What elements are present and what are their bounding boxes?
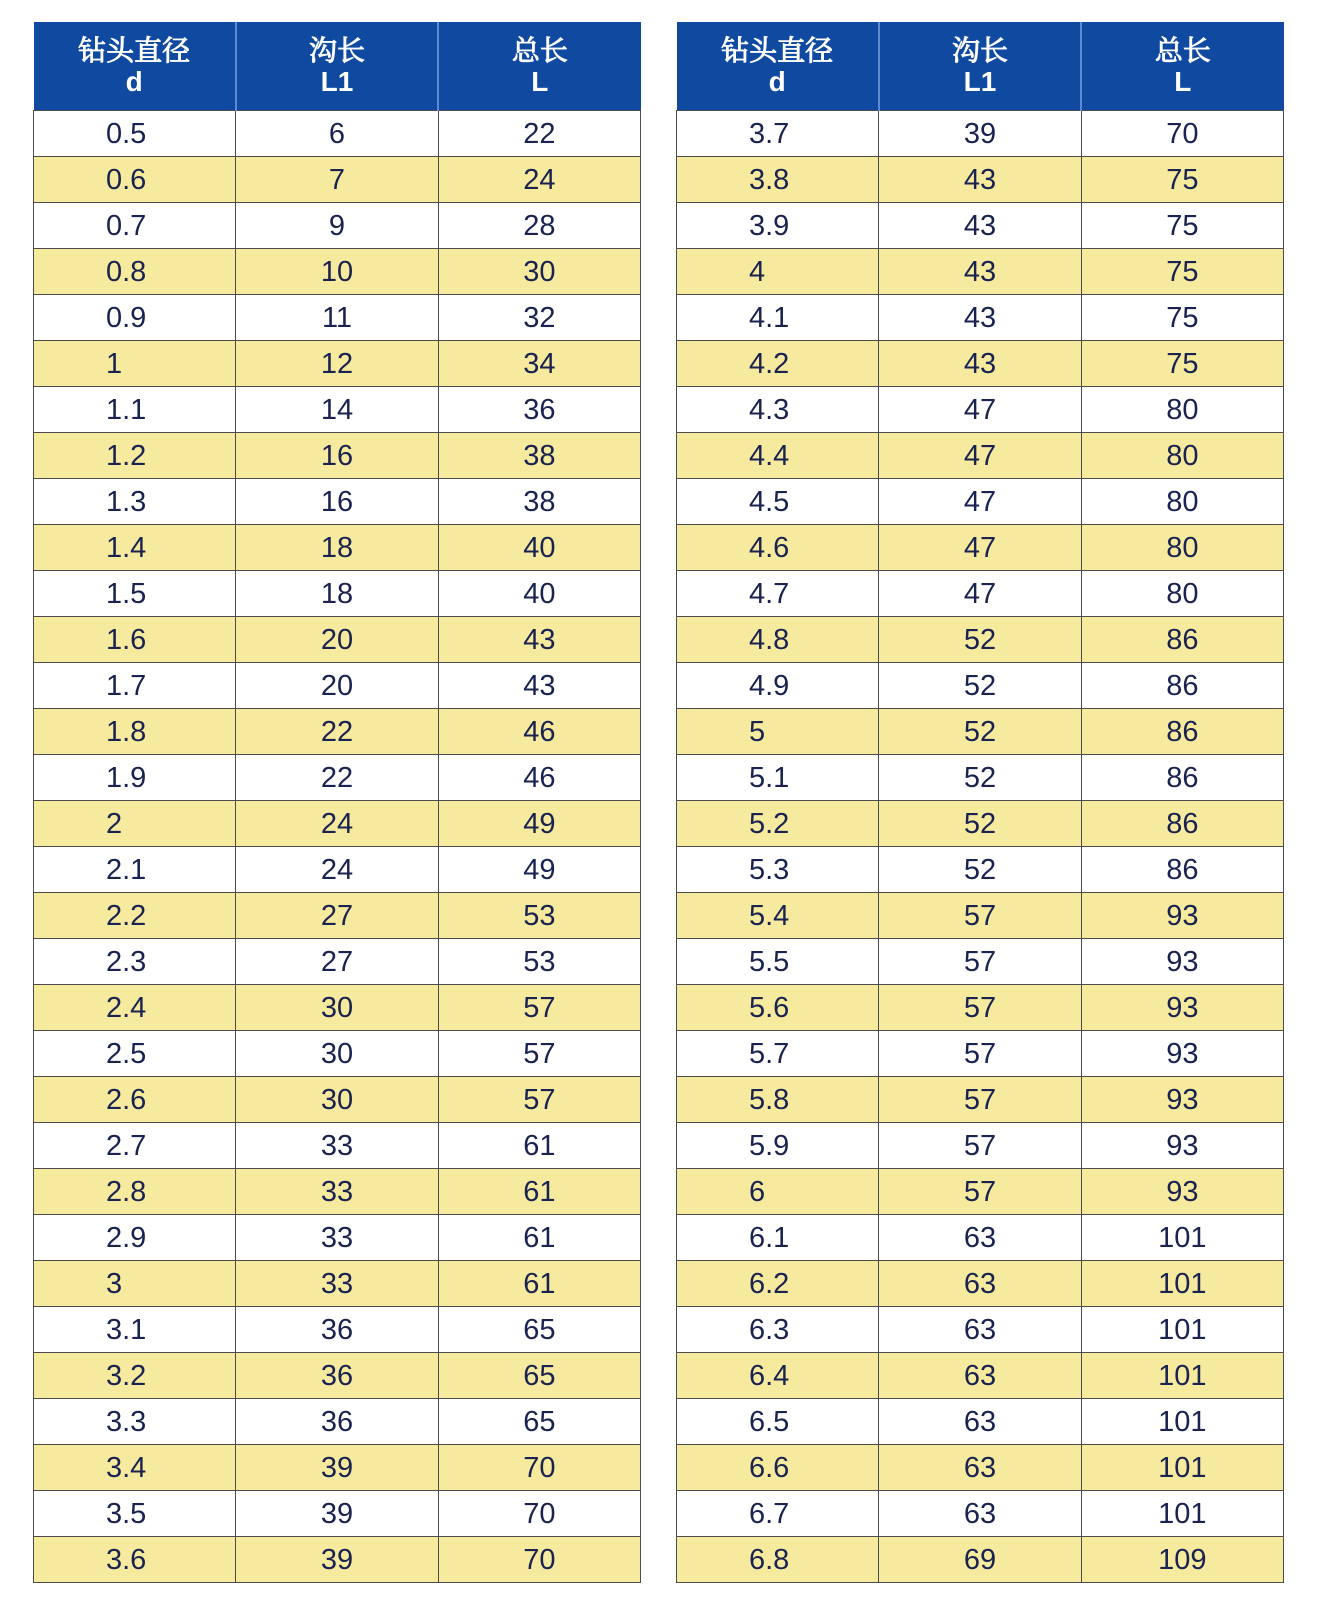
table-row — [677, 479, 1284, 525]
total-length-cell: 109 — [1081, 1537, 1283, 1583]
diameter-cell: 6 — [677, 1169, 879, 1215]
table-row — [34, 433, 641, 479]
total-length-cell: 101 — [1081, 1307, 1283, 1353]
total-length-cell: 61 — [438, 1169, 640, 1215]
total-length-cell: 53 — [438, 893, 640, 939]
table-row — [34, 203, 641, 249]
diameter-cell: 2.5 — [34, 1031, 236, 1077]
table-row — [34, 939, 641, 985]
table-row — [34, 1491, 641, 1537]
total-length-cell: 49 — [438, 847, 640, 893]
table-row — [34, 249, 641, 295]
table-row — [34, 801, 641, 847]
table-header-row — [34, 22, 641, 111]
total-length-cell: 93 — [1081, 1077, 1283, 1123]
diameter-cell: 2.9 — [34, 1215, 236, 1261]
table-row — [34, 755, 641, 801]
table-row — [677, 295, 1284, 341]
header-total-length-symbol: L — [531, 66, 549, 97]
flute-length-cell: 33 — [236, 1215, 438, 1261]
total-length-cell: 70 — [438, 1491, 640, 1537]
total-length-cell: 75 — [1081, 157, 1283, 203]
diameter-cell: 1.2 — [34, 433, 236, 479]
flute-length-cell: 30 — [236, 1031, 438, 1077]
flute-length-cell: 33 — [236, 1261, 438, 1307]
flute-length-cell: 36 — [236, 1399, 438, 1445]
flute-length-cell: 6 — [236, 111, 438, 157]
diameter-cell: 3 — [34, 1261, 236, 1307]
flute-length-cell: 16 — [236, 479, 438, 525]
table-row — [677, 1261, 1284, 1307]
total-length-cell: 86 — [1081, 709, 1283, 755]
total-length-cell: 93 — [1081, 1123, 1283, 1169]
flute-length-cell: 43 — [879, 203, 1081, 249]
column-header-total-length — [1081, 22, 1283, 111]
total-length-cell: 80 — [1081, 571, 1283, 617]
header-diameter-symbol: d — [125, 66, 143, 97]
flute-length-cell: 33 — [236, 1169, 438, 1215]
flute-length-cell: 27 — [236, 893, 438, 939]
total-length-cell: 86 — [1081, 663, 1283, 709]
table-row — [34, 617, 641, 663]
flute-length-cell: 18 — [236, 525, 438, 571]
flute-length-cell: 27 — [236, 939, 438, 985]
flute-length-cell: 63 — [879, 1215, 1081, 1261]
total-length-cell: 70 — [438, 1537, 640, 1583]
flute-length-cell: 57 — [879, 985, 1081, 1031]
diameter-cell: 3.9 — [677, 203, 879, 249]
flute-length-cell: 52 — [879, 847, 1081, 893]
diameter-cell: 4 — [677, 249, 879, 295]
flute-length-cell: 63 — [879, 1353, 1081, 1399]
total-length-cell: 34 — [438, 341, 640, 387]
diameter-cell: 5.1 — [677, 755, 879, 801]
flute-length-cell: 24 — [236, 801, 438, 847]
total-length-cell: 101 — [1081, 1491, 1283, 1537]
diameter-cell: 3.6 — [34, 1537, 236, 1583]
header-flute-length-symbol: L1 — [320, 66, 354, 97]
total-length-cell: 22 — [438, 111, 640, 157]
total-length-cell: 86 — [1081, 617, 1283, 663]
table-row — [34, 1077, 641, 1123]
header-total-length-symbol: L — [1174, 66, 1192, 97]
table-row — [677, 1123, 1284, 1169]
flute-length-cell: 43 — [879, 341, 1081, 387]
table-row — [677, 203, 1284, 249]
table-row — [677, 1077, 1284, 1123]
total-length-cell: 65 — [438, 1353, 640, 1399]
diameter-cell: 3.5 — [34, 1491, 236, 1537]
table-row — [677, 1537, 1284, 1583]
diameter-cell: 6.7 — [677, 1491, 879, 1537]
flute-length-cell: 39 — [236, 1537, 438, 1583]
diameter-cell: 1.9 — [34, 755, 236, 801]
header-total-length-label: 总长 — [511, 35, 568, 66]
total-length-cell: 28 — [438, 203, 640, 249]
header-flute-length-label: 沟长 — [951, 35, 1008, 66]
table-row — [34, 1399, 641, 1445]
diameter-cell: 3.3 — [34, 1399, 236, 1445]
header-diameter-symbol: d — [768, 66, 786, 97]
diameter-cell: 1.1 — [34, 387, 236, 433]
diameter-cell: 1.6 — [34, 617, 236, 663]
total-length-cell: 93 — [1081, 985, 1283, 1031]
flute-length-cell: 14 — [236, 387, 438, 433]
total-length-cell: 70 — [438, 1445, 640, 1491]
total-length-cell: 40 — [438, 525, 640, 571]
diameter-cell: 2.3 — [34, 939, 236, 985]
diameter-cell: 3.2 — [34, 1353, 236, 1399]
table-row — [677, 249, 1284, 295]
total-length-cell: 101 — [1081, 1353, 1283, 1399]
total-length-cell: 65 — [438, 1307, 640, 1353]
table-row — [677, 341, 1284, 387]
diameter-cell: 6.8 — [677, 1537, 879, 1583]
drill-size-table-left — [33, 22, 641, 1583]
table-row — [34, 1123, 641, 1169]
total-length-cell: 93 — [1081, 939, 1283, 985]
diameter-cell: 5 — [677, 709, 879, 755]
total-length-cell: 65 — [438, 1399, 640, 1445]
flute-length-cell: 20 — [236, 617, 438, 663]
table-row — [677, 1445, 1284, 1491]
flute-length-cell: 57 — [879, 1077, 1081, 1123]
total-length-cell: 38 — [438, 433, 640, 479]
diameter-cell: 5.3 — [677, 847, 879, 893]
table-row — [677, 1353, 1284, 1399]
table-row — [677, 755, 1284, 801]
table-row — [34, 341, 641, 387]
total-length-cell: 61 — [438, 1215, 640, 1261]
diameter-cell: 6.1 — [677, 1215, 879, 1261]
table-row — [34, 157, 641, 203]
flute-length-cell: 39 — [236, 1445, 438, 1491]
table-row — [34, 479, 641, 525]
table-row — [677, 1215, 1284, 1261]
table-header-row — [677, 22, 1284, 111]
diameter-cell: 3.4 — [34, 1445, 236, 1491]
flute-length-cell: 7 — [236, 157, 438, 203]
flute-length-cell: 57 — [879, 893, 1081, 939]
diameter-cell: 2.2 — [34, 893, 236, 939]
total-length-cell: 46 — [438, 709, 640, 755]
flute-length-cell: 63 — [879, 1261, 1081, 1307]
flute-length-cell: 33 — [236, 1123, 438, 1169]
flute-length-cell: 39 — [236, 1491, 438, 1537]
flute-length-cell: 9 — [236, 203, 438, 249]
flute-length-cell: 63 — [879, 1445, 1081, 1491]
flute-length-cell: 47 — [879, 433, 1081, 479]
table-row — [34, 847, 641, 893]
diameter-cell: 4.6 — [677, 525, 879, 571]
total-length-cell: 75 — [1081, 341, 1283, 387]
total-length-cell: 93 — [1081, 1031, 1283, 1077]
diameter-cell: 4.4 — [677, 433, 879, 479]
table-row — [34, 663, 641, 709]
total-length-cell: 57 — [438, 1031, 640, 1077]
flute-length-cell: 52 — [879, 663, 1081, 709]
table-row — [34, 1215, 641, 1261]
table-row — [34, 1307, 641, 1353]
total-length-cell: 24 — [438, 157, 640, 203]
total-length-cell: 61 — [438, 1123, 640, 1169]
flute-length-cell: 69 — [879, 1537, 1081, 1583]
diameter-cell: 6.5 — [677, 1399, 879, 1445]
table-row — [34, 1353, 641, 1399]
total-length-cell: 30 — [438, 249, 640, 295]
total-length-cell: 49 — [438, 801, 640, 847]
total-length-cell: 38 — [438, 479, 640, 525]
column-header-diameter — [34, 22, 236, 111]
flute-length-cell: 22 — [236, 709, 438, 755]
diameter-cell: 6.4 — [677, 1353, 879, 1399]
total-length-cell: 75 — [1081, 203, 1283, 249]
table-row — [677, 847, 1284, 893]
total-length-cell: 101 — [1081, 1445, 1283, 1491]
diameter-cell: 0.9 — [34, 295, 236, 341]
table-row — [677, 157, 1284, 203]
diameter-cell: 6.2 — [677, 1261, 879, 1307]
table-row — [677, 709, 1284, 755]
flute-length-cell: 47 — [879, 387, 1081, 433]
flute-length-cell: 52 — [879, 755, 1081, 801]
header-total-length-label: 总长 — [1154, 35, 1211, 66]
diameter-cell: 5.5 — [677, 939, 879, 985]
flute-length-cell: 52 — [879, 709, 1081, 755]
diameter-cell: 2.6 — [34, 1077, 236, 1123]
diameter-cell: 2.4 — [34, 985, 236, 1031]
diameter-cell: 1.4 — [34, 525, 236, 571]
total-length-cell: 53 — [438, 939, 640, 985]
diameter-cell: 0.5 — [34, 111, 236, 157]
table-row — [677, 801, 1284, 847]
diameter-cell: 1.3 — [34, 479, 236, 525]
total-length-cell: 57 — [438, 985, 640, 1031]
diameter-cell: 0.8 — [34, 249, 236, 295]
table-row — [34, 1261, 641, 1307]
total-length-cell: 93 — [1081, 1169, 1283, 1215]
table-row — [34, 893, 641, 939]
flute-length-cell: 24 — [236, 847, 438, 893]
flute-length-cell: 52 — [879, 617, 1081, 663]
table-row — [34, 525, 641, 571]
total-length-cell: 36 — [438, 387, 640, 433]
flute-length-cell: 30 — [236, 985, 438, 1031]
flute-length-cell: 36 — [236, 1353, 438, 1399]
table-row — [677, 387, 1284, 433]
total-length-cell: 80 — [1081, 387, 1283, 433]
column-header-flute-length — [879, 22, 1081, 111]
total-length-cell: 86 — [1081, 847, 1283, 893]
diameter-cell: 1.8 — [34, 709, 236, 755]
total-length-cell: 86 — [1081, 755, 1283, 801]
flute-length-cell: 43 — [879, 157, 1081, 203]
table-body-left — [34, 111, 641, 1583]
total-length-cell: 70 — [1081, 111, 1283, 157]
table-row — [34, 571, 641, 617]
table-row — [677, 617, 1284, 663]
flute-length-cell: 57 — [879, 939, 1081, 985]
diameter-cell: 5.4 — [677, 893, 879, 939]
table-body-right — [677, 111, 1284, 1583]
flute-length-cell: 43 — [879, 295, 1081, 341]
diameter-cell: 3.7 — [677, 111, 879, 157]
diameter-cell: 3.8 — [677, 157, 879, 203]
column-header-diameter — [677, 22, 879, 111]
total-length-cell: 80 — [1081, 479, 1283, 525]
flute-length-cell: 47 — [879, 525, 1081, 571]
table-row — [34, 387, 641, 433]
total-length-cell: 61 — [438, 1261, 640, 1307]
total-length-cell: 101 — [1081, 1261, 1283, 1307]
table-row — [34, 985, 641, 1031]
column-header-flute-length — [236, 22, 438, 111]
flute-length-cell: 18 — [236, 571, 438, 617]
flute-length-cell: 39 — [879, 111, 1081, 157]
drill-size-table-right — [676, 22, 1284, 1583]
flute-length-cell: 63 — [879, 1307, 1081, 1353]
flute-length-cell: 22 — [236, 755, 438, 801]
table-row — [34, 1031, 641, 1077]
flute-length-cell: 10 — [236, 249, 438, 295]
table-row — [34, 1445, 641, 1491]
diameter-cell: 1.7 — [34, 663, 236, 709]
table-row — [677, 663, 1284, 709]
header-diameter-label: 钻头直径 — [78, 35, 191, 66]
flute-length-cell: 12 — [236, 341, 438, 387]
diameter-cell: 3.1 — [34, 1307, 236, 1353]
total-length-cell: 75 — [1081, 295, 1283, 341]
flute-length-cell: 52 — [879, 801, 1081, 847]
diameter-cell: 5.8 — [677, 1077, 879, 1123]
total-length-cell: 80 — [1081, 433, 1283, 479]
total-length-cell: 43 — [438, 617, 640, 663]
total-length-cell: 46 — [438, 755, 640, 801]
diameter-cell: 5.6 — [677, 985, 879, 1031]
table-row — [34, 1537, 641, 1583]
table-row — [34, 1169, 641, 1215]
header-flute-length-label: 沟长 — [308, 35, 365, 66]
diameter-cell: 5.9 — [677, 1123, 879, 1169]
diameter-cell: 4.5 — [677, 479, 879, 525]
diameter-cell: 4.3 — [677, 387, 879, 433]
total-length-cell: 101 — [1081, 1399, 1283, 1445]
total-length-cell: 101 — [1081, 1215, 1283, 1261]
flute-length-cell: 57 — [879, 1123, 1081, 1169]
flute-length-cell: 47 — [879, 571, 1081, 617]
header-diameter-label: 钻头直径 — [721, 35, 834, 66]
table-row — [677, 893, 1284, 939]
diameter-cell: 2.7 — [34, 1123, 236, 1169]
diameter-cell: 4.8 — [677, 617, 879, 663]
table-row — [34, 709, 641, 755]
diameter-cell: 1 — [34, 341, 236, 387]
diameter-cell: 4.1 — [677, 295, 879, 341]
table-row — [677, 1169, 1284, 1215]
diameter-cell: 1.5 — [34, 571, 236, 617]
table-row — [677, 985, 1284, 1031]
table-row — [34, 111, 641, 157]
flute-length-cell: 20 — [236, 663, 438, 709]
total-length-cell: 75 — [1081, 249, 1283, 295]
total-length-cell: 43 — [438, 663, 640, 709]
flute-length-cell: 16 — [236, 433, 438, 479]
flute-length-cell: 30 — [236, 1077, 438, 1123]
diameter-cell: 0.7 — [34, 203, 236, 249]
diameter-cell: 5.7 — [677, 1031, 879, 1077]
diameter-cell: 0.6 — [34, 157, 236, 203]
diameter-cell: 6.3 — [677, 1307, 879, 1353]
table-row — [677, 1491, 1284, 1537]
header-flute-length-symbol: L1 — [963, 66, 997, 97]
table-row — [677, 1399, 1284, 1445]
table-row — [677, 1031, 1284, 1077]
total-length-cell: 80 — [1081, 525, 1283, 571]
flute-length-cell: 11 — [236, 295, 438, 341]
diameter-cell: 4.2 — [677, 341, 879, 387]
flute-length-cell: 36 — [236, 1307, 438, 1353]
total-length-cell: 57 — [438, 1077, 640, 1123]
total-length-cell: 32 — [438, 295, 640, 341]
flute-length-cell: 43 — [879, 249, 1081, 295]
diameter-cell: 2.8 — [34, 1169, 236, 1215]
flute-length-cell: 57 — [879, 1169, 1081, 1215]
diameter-cell: 2.1 — [34, 847, 236, 893]
table-row — [677, 939, 1284, 985]
total-length-cell: 93 — [1081, 893, 1283, 939]
total-length-cell: 86 — [1081, 801, 1283, 847]
flute-length-cell: 57 — [879, 1031, 1081, 1077]
diameter-cell: 2 — [34, 801, 236, 847]
table-row — [677, 1307, 1284, 1353]
table-row — [677, 571, 1284, 617]
flute-length-cell: 63 — [879, 1399, 1081, 1445]
table-row — [677, 525, 1284, 571]
table-row — [677, 111, 1284, 157]
diameter-cell: 4.7 — [677, 571, 879, 617]
diameter-cell: 6.6 — [677, 1445, 879, 1491]
flute-length-cell: 47 — [879, 479, 1081, 525]
flute-length-cell: 63 — [879, 1491, 1081, 1537]
table-row — [677, 433, 1284, 479]
table-row — [34, 295, 641, 341]
diameter-cell: 4.9 — [677, 663, 879, 709]
total-length-cell: 40 — [438, 571, 640, 617]
column-header-total-length — [438, 22, 640, 111]
diameter-cell: 5.2 — [677, 801, 879, 847]
